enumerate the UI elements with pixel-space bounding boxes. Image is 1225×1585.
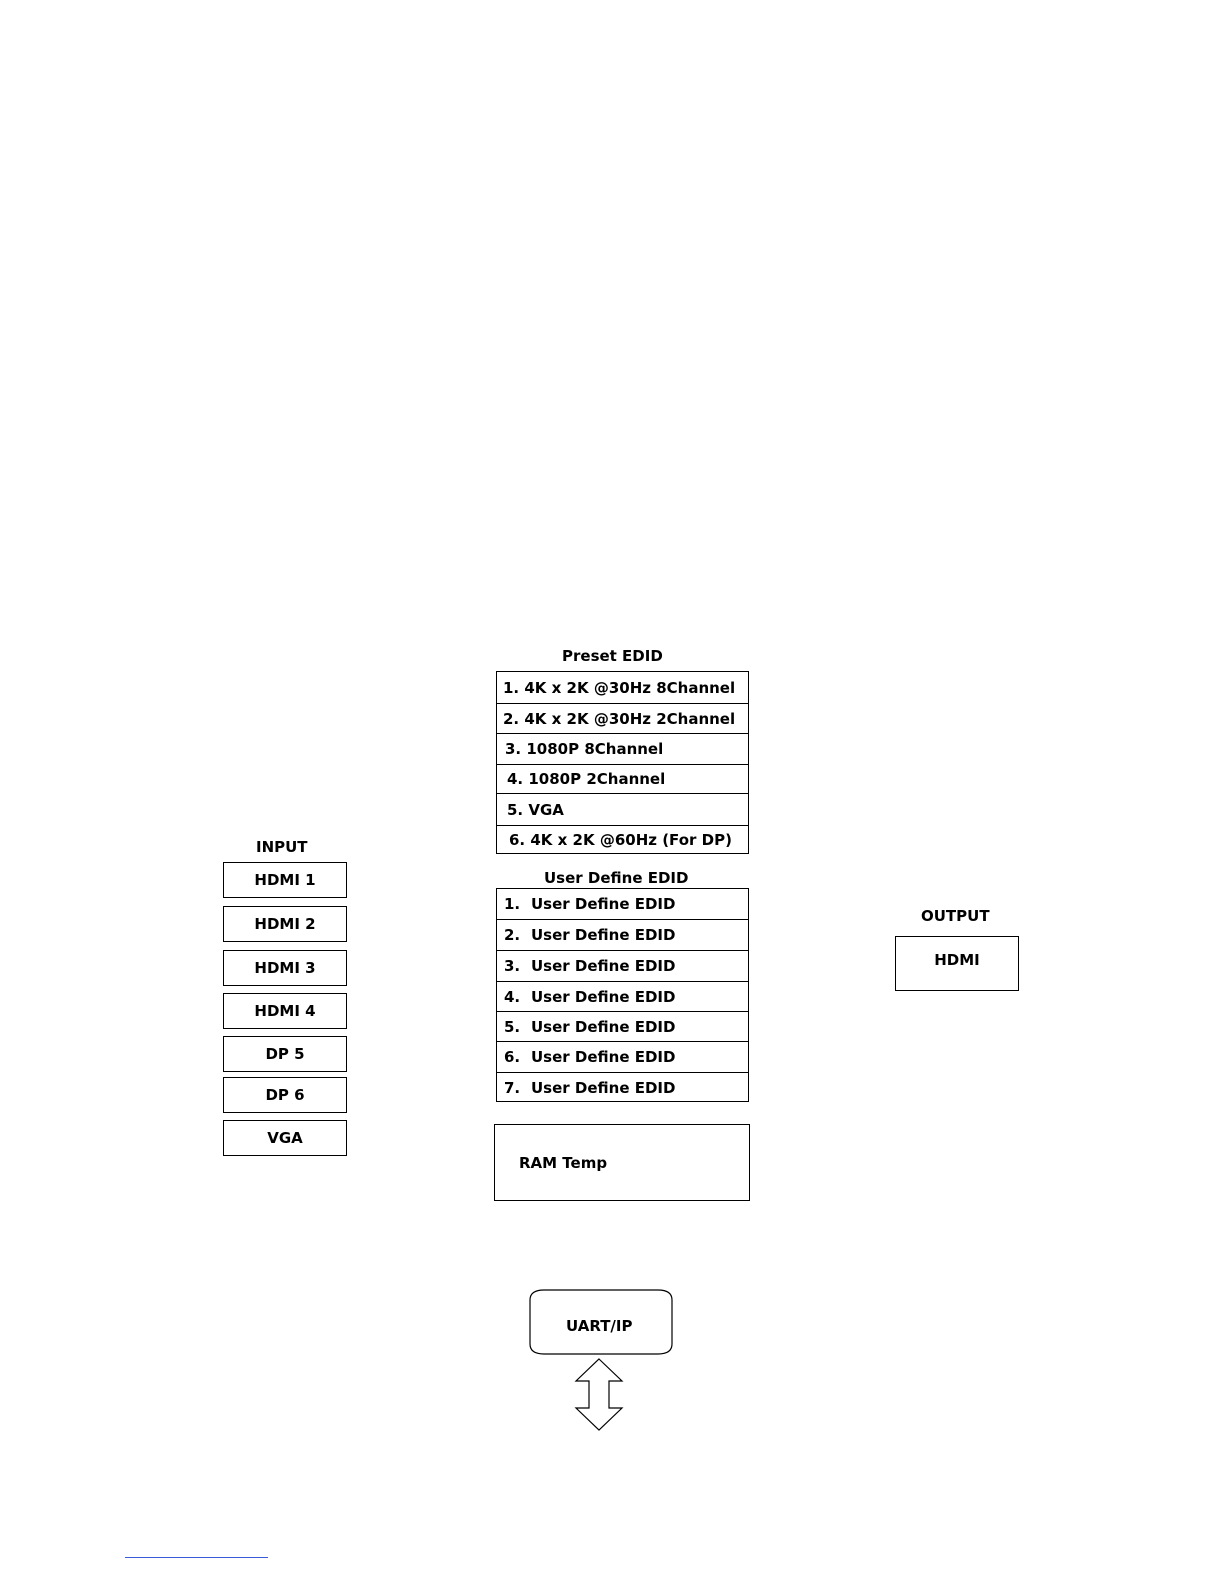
user-define-edid-text: User Define EDID — [531, 1078, 676, 1097]
input-hdmi-4: HDMI 4 — [223, 993, 347, 1029]
ram-temp-label: RAM Temp — [519, 1153, 608, 1172]
user-define-edid-number: 3. — [504, 957, 521, 975]
user-define-edid-item — [497, 889, 748, 919]
user-define-edid-text: User Define EDID — [531, 926, 676, 944]
user-define-edid-number: 4. — [504, 987, 521, 1006]
user-define-edid-text: User Define EDID — [531, 1048, 676, 1066]
ram-temp-box — [494, 1124, 750, 1201]
user-define-edid-number: 6. — [504, 1048, 521, 1066]
user-define-edid-item — [497, 1041, 748, 1072]
input-hdmi-2: HDMI 2 — [223, 906, 347, 942]
output-title: OUTPUT — [921, 907, 990, 925]
uart-ip-label: UART/IP — [566, 1317, 633, 1335]
user-define-edid-number: 2. — [504, 926, 521, 944]
user-define-edid-item — [497, 950, 748, 981]
output-hdmi-box — [895, 936, 1019, 991]
preset-edid-item-label: 4. 1080P 2Channel — [507, 770, 666, 788]
input-dp-6: DP 6 — [223, 1077, 347, 1113]
preset-edid-title: Preset EDID — [562, 647, 663, 665]
input-hdmi-1: HDMI 1 — [223, 862, 347, 898]
user-define-edid-text: User Define EDID — [531, 1017, 676, 1036]
preset-edid-item — [497, 733, 748, 764]
footnote-separator — [125, 1557, 268, 1558]
preset-edid-item-label: 5. VGA — [507, 800, 564, 819]
user-define-edid-text: User Define EDID — [531, 957, 676, 975]
user-define-edid-number: 7. — [504, 1078, 521, 1097]
preset-edid-item — [497, 764, 748, 793]
input-hdmi-3: HDMI 3 — [223, 950, 347, 986]
user-define-edid-title: User Define EDID — [544, 869, 689, 887]
user-define-edid-number: 5. — [504, 1017, 521, 1036]
user-define-edid-item — [497, 919, 748, 950]
preset-edid-item-label: 2. 4K x 2K @30Hz 2Channel — [503, 709, 736, 728]
input-dp-5: DP 5 — [223, 1036, 347, 1072]
user-define-edid-list — [496, 888, 749, 1102]
preset-edid-item-label: 1. 4K x 2K @30Hz 8Channel — [503, 678, 736, 697]
user-define-edid-number: 1. — [504, 895, 521, 913]
user-define-edid-text: User Define EDID — [531, 895, 676, 913]
preset-edid-item — [497, 672, 748, 703]
preset-edid-item-label: 3. 1080P 8Channel — [505, 740, 664, 758]
user-define-edid-item — [497, 981, 748, 1011]
preset-edid-item — [497, 703, 748, 733]
user-define-edid-item — [497, 1011, 748, 1041]
output-hdmi-label: HDMI — [934, 951, 980, 969]
preset-edid-item-label: 6. 4K x 2K @60Hz (For DP) — [509, 831, 732, 849]
input-vga: VGA — [223, 1120, 347, 1156]
preset-edid-list — [496, 671, 749, 854]
input-title: INPUT — [256, 838, 308, 856]
user-define-edid-text: User Define EDID — [531, 987, 676, 1006]
double-arrow-icon — [573, 1357, 625, 1433]
preset-edid-item — [497, 793, 748, 825]
preset-edid-item — [497, 825, 748, 854]
user-define-edid-item — [497, 1072, 748, 1102]
